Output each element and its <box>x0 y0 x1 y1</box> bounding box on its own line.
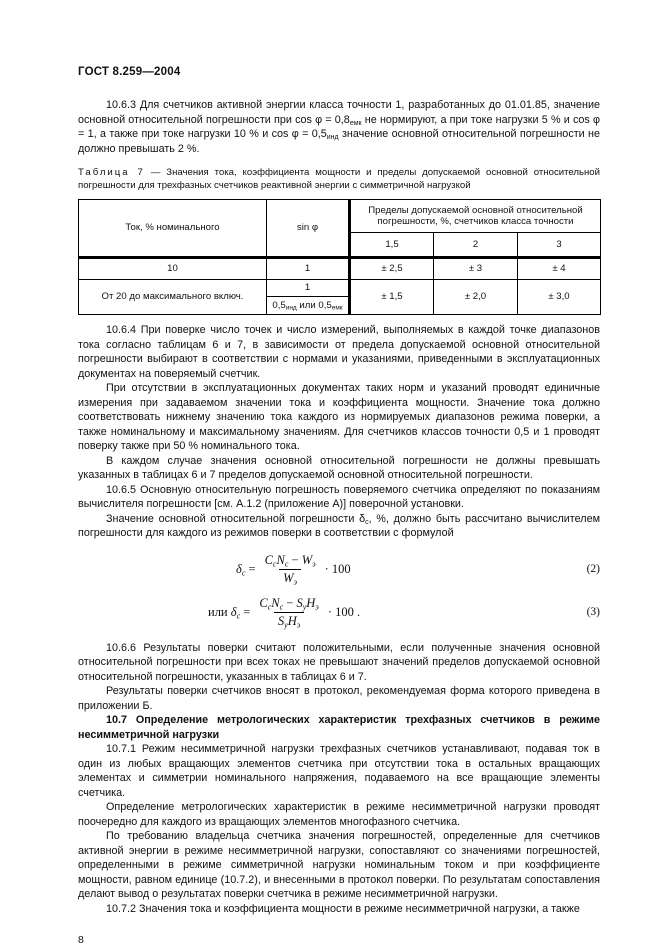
cell-row1-limit-3: ± 4 <box>518 258 601 280</box>
para-10-7-1-1: 10.7.1 Режим несимметричной нагрузки трехфазных счетчиков устанавливают, подавая ток в один из любых вращающих элементов счетчика при отсутствии тока в остальных вращающих элементах и симметрии номинального напряжения, подаваемого на все вращающие элементы счетчика. <box>78 743 600 799</box>
var-C-sub: с <box>272 559 277 568</box>
para-10-6-3-text-2: не нормируют, а при токе нагрузки 5 % и cos φ = 1, а также при токе нагрузки 10 % и cos φ = 0,5 <box>78 113 600 140</box>
var-H: H <box>306 595 316 610</box>
cell-row1-current: 10 <box>79 258 267 280</box>
delta-symbol: δ <box>236 561 242 576</box>
formula-2-lhs <box>236 562 256 577</box>
cell-row2-sin-2-text-1: 0,5 <box>272 299 286 311</box>
delta-subscript: с <box>236 611 241 620</box>
table-7-caption-label: Таблица 7 <box>78 167 145 178</box>
var-S-sub: у <box>284 620 288 629</box>
col-header-current: Ток, % номинального <box>79 200 267 258</box>
para-10-6-3 <box>78 98 600 156</box>
equals-sign: = <box>240 604 251 619</box>
cell-row2-limit-3: ± 3,0 <box>518 280 601 315</box>
formula-3-multiplier: · 100 . <box>327 604 361 619</box>
spacer <box>78 315 600 323</box>
para-10-6-4-2: При отсутствии в эксплуатационных документах таких норм и указаний проводят единичные измерения при задаваемом значении тока и коэффициента мощности. Значение тока должно соответствовать нижнему значению тока каждого из нормируемых диапазонов режима поверки, а также номинальному и максимальному значениям. Для счетчиков классов точности 0,5 и 1 проводят поверку также при 50 % номинального тока. <box>78 382 600 452</box>
table-7-caption-text: — Значения тока, коэффициента мощности и пределы допускаемой основной относительной погрешности для трехфазных счетчиков реактивной энергии с симметричной нагрузкой <box>78 167 600 191</box>
para-10-6-5-2-text-2: , %, должно быть рассчитано вычислителем погрешности для каждого из режимов поверки в соответствии с формулой <box>78 512 600 539</box>
cell-row2-sin-2-text-2: или 0,5 <box>296 299 332 311</box>
var-W-sub: э <box>293 577 298 586</box>
equation-number-2: (2) <box>586 563 600 575</box>
cell-row2-current: От 20 до максимального включ. <box>79 280 267 315</box>
para-10-6-6-1: 10.6.6 Результаты поверки считают положительными, если полученные значения основной относительной погрешности при всех токах не превышают значений пределов допускаемой основной относительной погрешности, указанных в таблицах 6 и 7. <box>78 641 600 683</box>
subscript-c: с <box>365 518 369 526</box>
var-H: H <box>287 613 297 628</box>
cell-row2-limit-2: ± 2,0 <box>434 280 518 315</box>
var-S-sub: у <box>302 602 307 611</box>
var-N-sub: с <box>284 559 289 568</box>
formula-3-denominator <box>274 612 304 629</box>
cell-row2-limit-1-5: ± 1,5 <box>350 280 434 315</box>
col-header-sin: sin φ <box>267 200 350 258</box>
table-row-1 <box>79 258 601 280</box>
heading-10-7: 10.7 Определение метрологических характеристик трехфазных счетчиков в режиме несимметричной нагрузки <box>78 714 600 741</box>
var-C: С <box>259 595 268 610</box>
para-10-6-3-text-3: значение основной относительной погрешности не должно превышать 2 %. <box>78 128 600 155</box>
var-H-sub: э <box>315 602 319 611</box>
subscript-emk: емк <box>331 304 343 312</box>
formula-3 <box>78 596 600 629</box>
para-10-7-1-3: По требованию владельца счетчика значения погрешностей, определенные для счетчиков активной энергии в режиме несимметричной нагрузки, сопоставляют со значениями погрешностей, определенными в режиме симметричной нагрузки номинальным током и при коэффициенте мощности, равном единице (10.7.2), и внесенными в протокол поверки. По результатам сопоставления делают вывод о результатах поверки счетчика в режиме несимметричной нагрузки. <box>78 830 600 900</box>
para-10-6-4-3: В каждом случае значения основной относительной погрешности не должны превышать указанных в таблицах 6 и 7 пределов допускаемой основной относительной погрешности. <box>78 454 600 481</box>
var-N-sub: с <box>279 602 284 611</box>
var-S: S <box>296 595 303 610</box>
formula-2-denominator <box>279 569 301 586</box>
class-header-3: 3 <box>518 233 601 258</box>
var-W: W <box>283 570 294 585</box>
table-7-caption <box>78 167 600 192</box>
var-N: N <box>276 552 285 567</box>
var-H-sub: э <box>296 620 301 629</box>
cell-row2-sin-2 <box>267 297 350 315</box>
class-header-1-5: 1,5 <box>350 233 434 258</box>
para-10-6-5-1: 10.6.5 Основную относительную погрешность поверяемого счетчика определяют по показаниям вычислителя погрешности [см. А.1.2 (приложение А)] поверочной установки. <box>78 483 600 510</box>
class-header-2: 2 <box>434 233 518 258</box>
var-C-sub: с <box>267 602 272 611</box>
cell-row1-sin: 1 <box>267 258 350 280</box>
equals-sign: = <box>245 561 256 576</box>
table-header-row <box>79 200 601 233</box>
formula-2-numerator <box>261 553 320 569</box>
var-S: S <box>277 613 285 628</box>
para-10-6-5-2 <box>78 512 600 541</box>
formula-3-numerator <box>255 596 323 612</box>
var-N: N <box>271 595 280 610</box>
var-C: С <box>264 552 273 567</box>
cell-row2-sin-1: 1 <box>267 280 350 297</box>
para-10-7-2: 10.7.2 Значения тока и коэффициента мощности в режиме несимметричной нагрузки, а также <box>106 902 580 915</box>
subscript-ind: инд <box>285 304 297 312</box>
para-10-6-4-1: 10.6.4 При поверке число точек и число измерений, выполняемых в каждой точке диапазонов тока согласно таблицам 6 и 7, в зависимости от предела допускаемой основной относительной погрешности выбирают в соответствии с нормами и указаниями, приведенными в эксплуатационных документах на поверяемый счетчик. <box>78 324 600 380</box>
formula-3-lhs <box>208 605 250 620</box>
page-number: 8 <box>78 934 84 946</box>
para-10-6-6-2: Результаты поверки счетчиков вносят в протокол, рекомендуемая форма которого приведена в приложении Б. <box>78 685 600 712</box>
delta-symbol: δ <box>230 604 237 619</box>
minus-sign: − <box>288 552 302 567</box>
delta-subscript: с <box>241 568 246 577</box>
formula-3-fraction <box>255 596 323 629</box>
minus-sign: − <box>283 595 297 610</box>
table-7 <box>78 199 601 315</box>
formula-2-fraction <box>261 553 320 586</box>
cell-row1-limit-1-5: ± 2,5 <box>350 258 434 280</box>
equation-number-3: (3) <box>586 606 600 618</box>
formula-2-multiplier: · 100 <box>324 561 351 576</box>
or-word: или <box>208 604 231 619</box>
subscript-emk: емк <box>349 119 362 127</box>
var-W-sub: э <box>312 559 316 568</box>
formula-2 <box>78 553 600 586</box>
cell-row1-limit-2: ± 3 <box>434 258 518 280</box>
para-10-7-1-2: Определение метрологических характеристик в режиме несимметричной нагрузки проводят поочередно для каждого из вращающих элементов многофазного счетчика. <box>78 801 600 828</box>
table-row-2a <box>79 280 601 297</box>
doc-header: ГОСТ 8.259—2004 <box>78 66 181 78</box>
var-W: W <box>301 552 313 567</box>
para-10-6-5-2-text-1: Значение основной относительной погрешности δ <box>106 512 366 525</box>
para-10-6-3-text-1: 10.6.3 Для счетчиков активной энергии класса точности 1, разработанных до 01.01.85, значение основной относительной погрешности при cos φ = 0,8 <box>78 99 600 126</box>
col-header-limits: Пределы допускаемой основной относительной погрешности, %, счетчиков класса точности <box>350 200 601 233</box>
subscript-ind: инд <box>326 134 339 141</box>
